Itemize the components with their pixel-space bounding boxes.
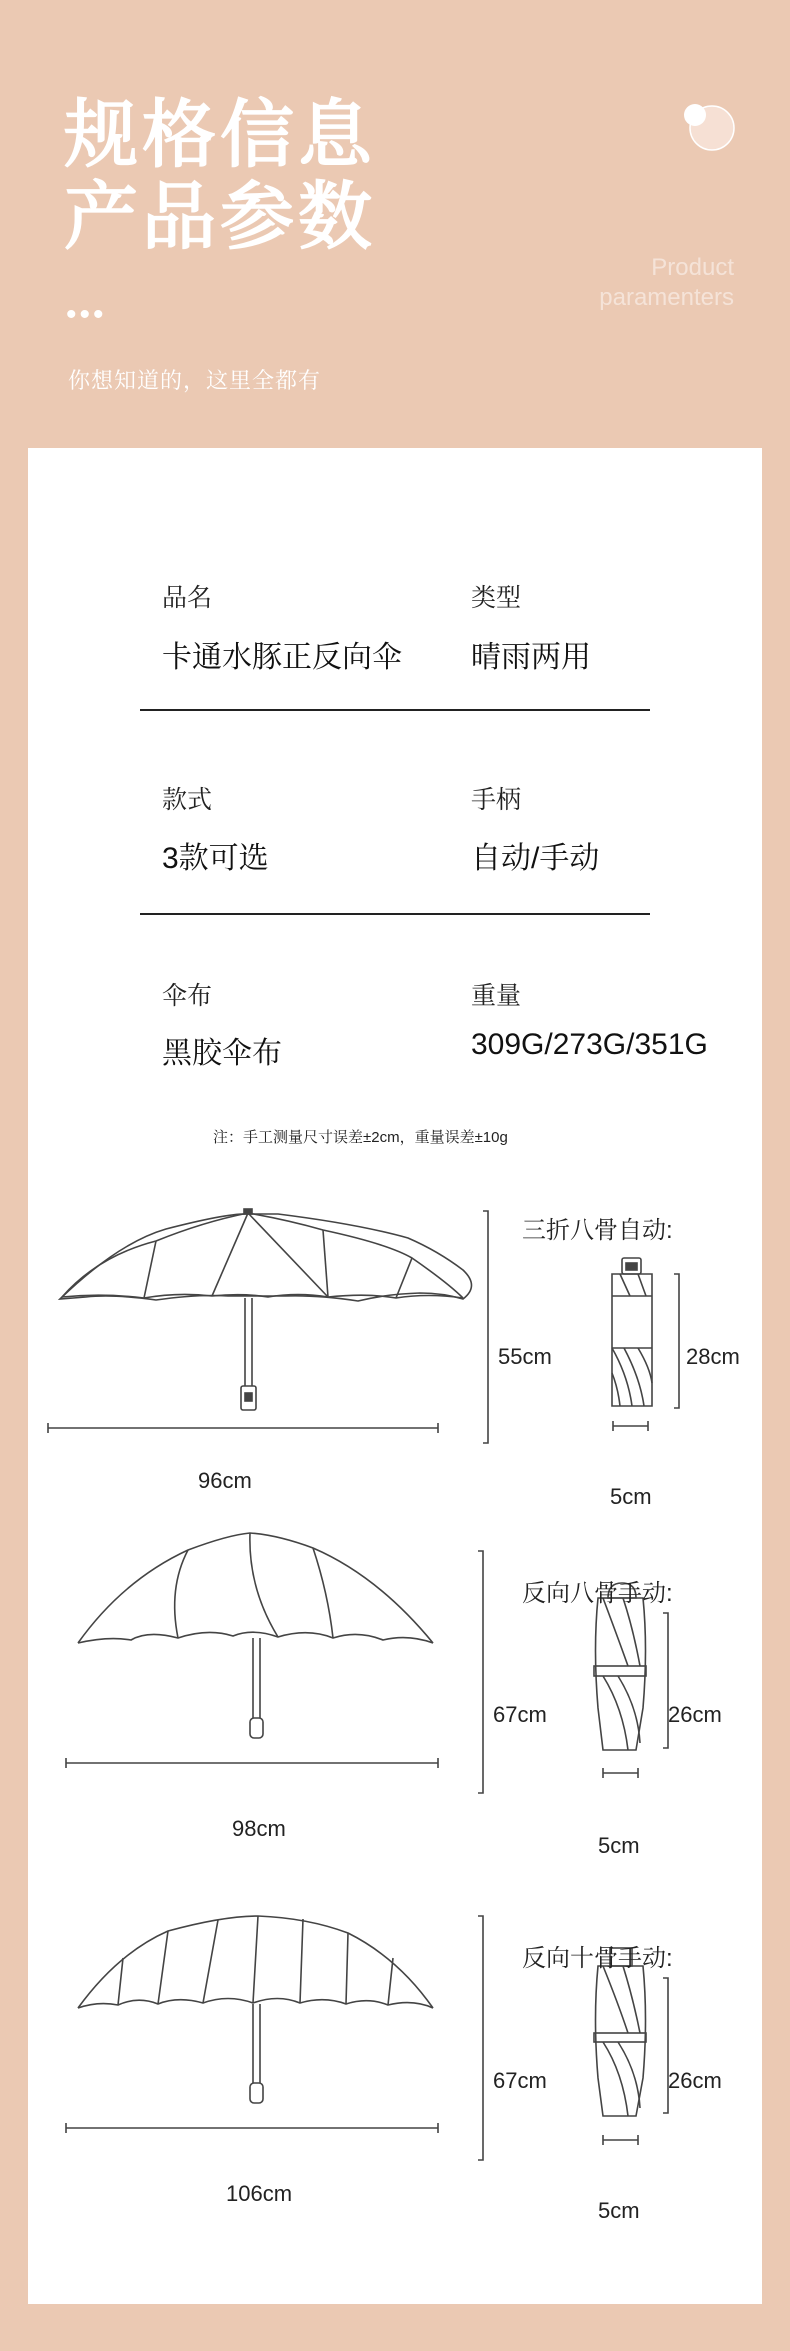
spec-card bbox=[28, 448, 762, 2304]
dim-folded-width: 5cm bbox=[598, 2198, 640, 2223]
english-title-line1: Product bbox=[651, 254, 734, 281]
dimension-drawings bbox=[28, 448, 762, 2304]
spec-value-style: 3款可选 bbox=[162, 842, 269, 875]
dim-height: 55cm bbox=[498, 1344, 552, 1369]
dim-height: 67cm bbox=[493, 1702, 547, 1727]
spec-label-style: 款式 bbox=[162, 786, 213, 814]
dim-folded-length: 28cm bbox=[686, 1344, 740, 1369]
decorative-dots: ••• bbox=[66, 298, 107, 331]
model-caption: 反向八骨手动: bbox=[522, 1580, 673, 1607]
spec-label-name: 品名 bbox=[162, 584, 213, 612]
model-caption: 三折八骨自动: bbox=[522, 1217, 673, 1244]
spec-label-handle: 手柄 bbox=[471, 786, 522, 814]
dim-folded-width: 5cm bbox=[610, 1484, 652, 1509]
dim-folded-width: 5cm bbox=[598, 1833, 640, 1858]
spec-value-handle: 自动/手动 bbox=[471, 842, 600, 875]
page-subtitle: 你想知道的，这里全都有 bbox=[68, 368, 322, 393]
dim-width: 96cm bbox=[198, 1468, 252, 1493]
english-title-line2: paramenters bbox=[599, 284, 734, 311]
dim-height: 67cm bbox=[493, 2068, 547, 2093]
spec-value-type: 晴雨两用 bbox=[471, 641, 591, 674]
spec-label-fabric: 伞布 bbox=[162, 982, 213, 1010]
bubble-decoration-icon bbox=[0, 0, 790, 200]
spec-label-weight: 重量 bbox=[471, 982, 522, 1010]
spec-value-name: 卡通水豚正反向伞 bbox=[162, 641, 402, 674]
dim-width: 106cm bbox=[226, 2181, 293, 2206]
dim-folded-length: 26cm bbox=[668, 1702, 722, 1727]
page-title-line2: 产品参数 bbox=[64, 175, 376, 258]
dim-width: 98cm bbox=[232, 1816, 286, 1841]
measurement-note: 注：手工测量尺寸误差±2cm，重量误差±10g bbox=[213, 1129, 508, 1146]
model-caption: 反向十骨手动: bbox=[522, 1945, 673, 1972]
page-title-line1: 规格信息 bbox=[64, 93, 376, 176]
spec-label-type: 类型 bbox=[471, 584, 522, 612]
spec-value-weight: 309G/273G/351G bbox=[471, 1028, 708, 1061]
dim-folded-length: 26cm bbox=[668, 2068, 722, 2093]
spec-value-fabric: 黑胶伞布 bbox=[162, 1037, 282, 1070]
